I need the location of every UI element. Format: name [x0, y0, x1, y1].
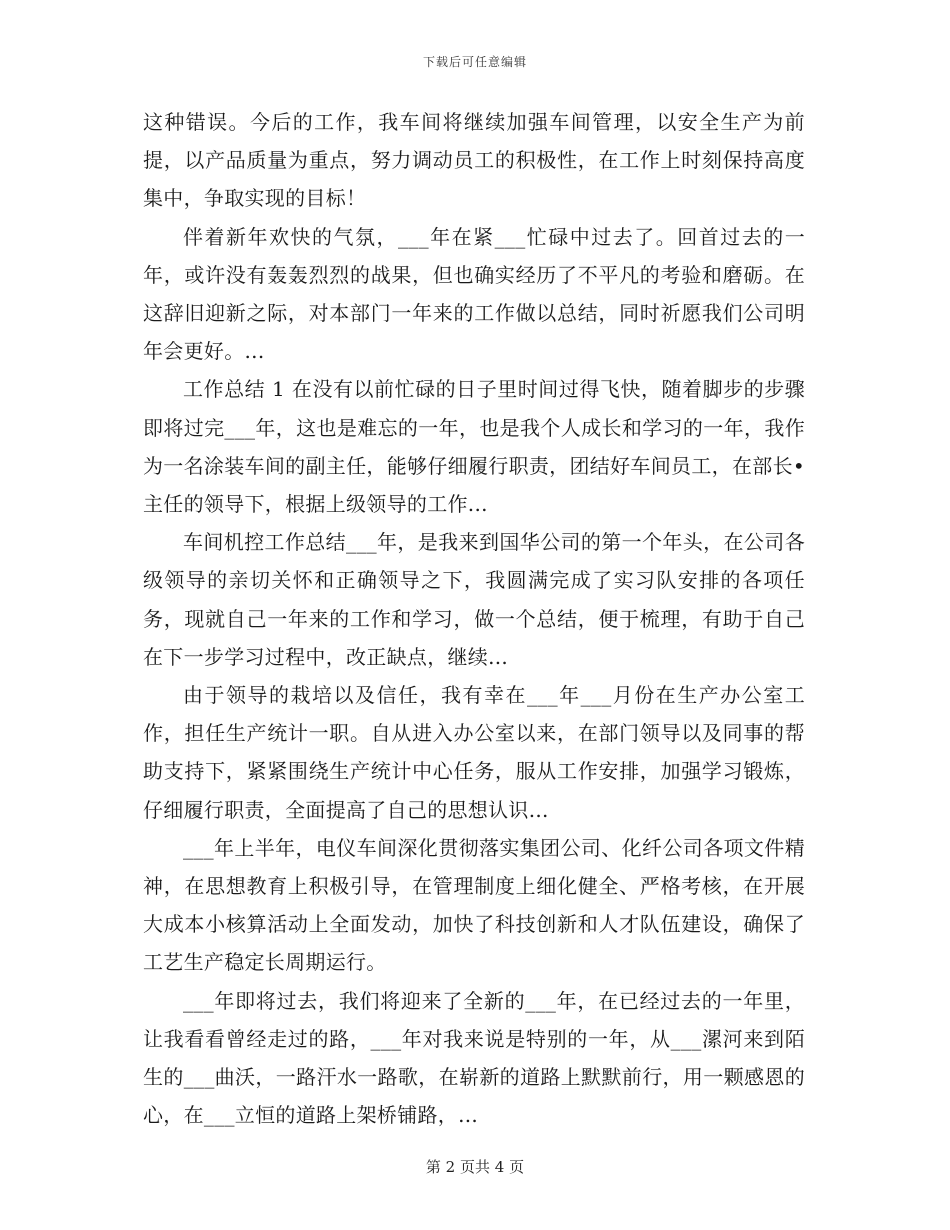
paragraph-year-reflection: ___年即将过去，我们将迎来了全新的___年，在已经过去的一年里，让我看看曾经走过的路，___年对我来说是特别的一年，从___漯河来到陌生的___曲沃，一路汗水一路歌，在崭新的道路上默默前行，用一颗感恩的心，在___立恒的道路上架桥铺路，...	[143, 988, 805, 1128]
paragraph-continuation: 这种错误。今后的工作，我车间将继续加强车间管理，以安全生产为前提，以产品质量为重点，努力调动员工的积极性，在工作上时刻保持高度集中，争取实现的目标！	[143, 110, 805, 211]
paragraph-electrical-workshop: ___年上半年，电仪车间深化贯彻落实集团公司、化纤公司各项文件精神，在思想教育上积极引导，在管理制度上细化健全、严格考核，在开展大成本小核算活动上全面发动，加快了科技创新和人才队伍建设，确保了工艺生产稳定长周期运行。	[143, 835, 805, 975]
document-body	[143, 103, 805, 1134]
paragraph-production-statistics: 由于领导的栽培以及信任，我有幸在___年___月份在生产办公室工作，担任生产统计一职。自从进入办公室以来，在部门领导以及同事的帮助支持下，紧紧围绕生产统计中心任务，服从工作安排，加强学习锻炼，仔细履行职责，全面提高了自己的思想认识...	[143, 683, 805, 822]
page-header: 下载后可任意编辑	[422, 55, 527, 69]
page-footer: 第 2 页共 4 页	[425, 1158, 525, 1176]
paragraph-new-year-summary: 伴着新年欢快的气氛，___年在紧___忙碌中过去了。回首过去的一年，或许没有轰轰烈烈的战果，但也确实经历了不平凡的考验和磨砺。在这辞旧迎新之际，对本部门一年来的工作做以总结，同时祈愿我们公司明年会更好。...	[143, 224, 805, 364]
paragraph-work-summary-1: 工作总结 1 在没有以前忙碌的日子里时间过得飞快，随着脚步的步骤即将过完___年，这也是难忘的一年，也是我个人成长和学习的一年，我作为一名涂装车间的副主任，能够仔细履行职责，团结好车间员工，在部长•主任的领导下，根据上级领导的工作...	[143, 377, 805, 517]
paragraph-machine-control-summary: 车间机控工作总结___年，是我来到国华公司的第一个年头，在公司各级领导的亲切关怀和正确领导之下，我圆满完成了实习队安排的各项任务，现就自己一年来的工作和学习，做一个总结，便于梳理，有助于自己在下一步学习过程中，改正缺点，继续...	[143, 530, 805, 669]
